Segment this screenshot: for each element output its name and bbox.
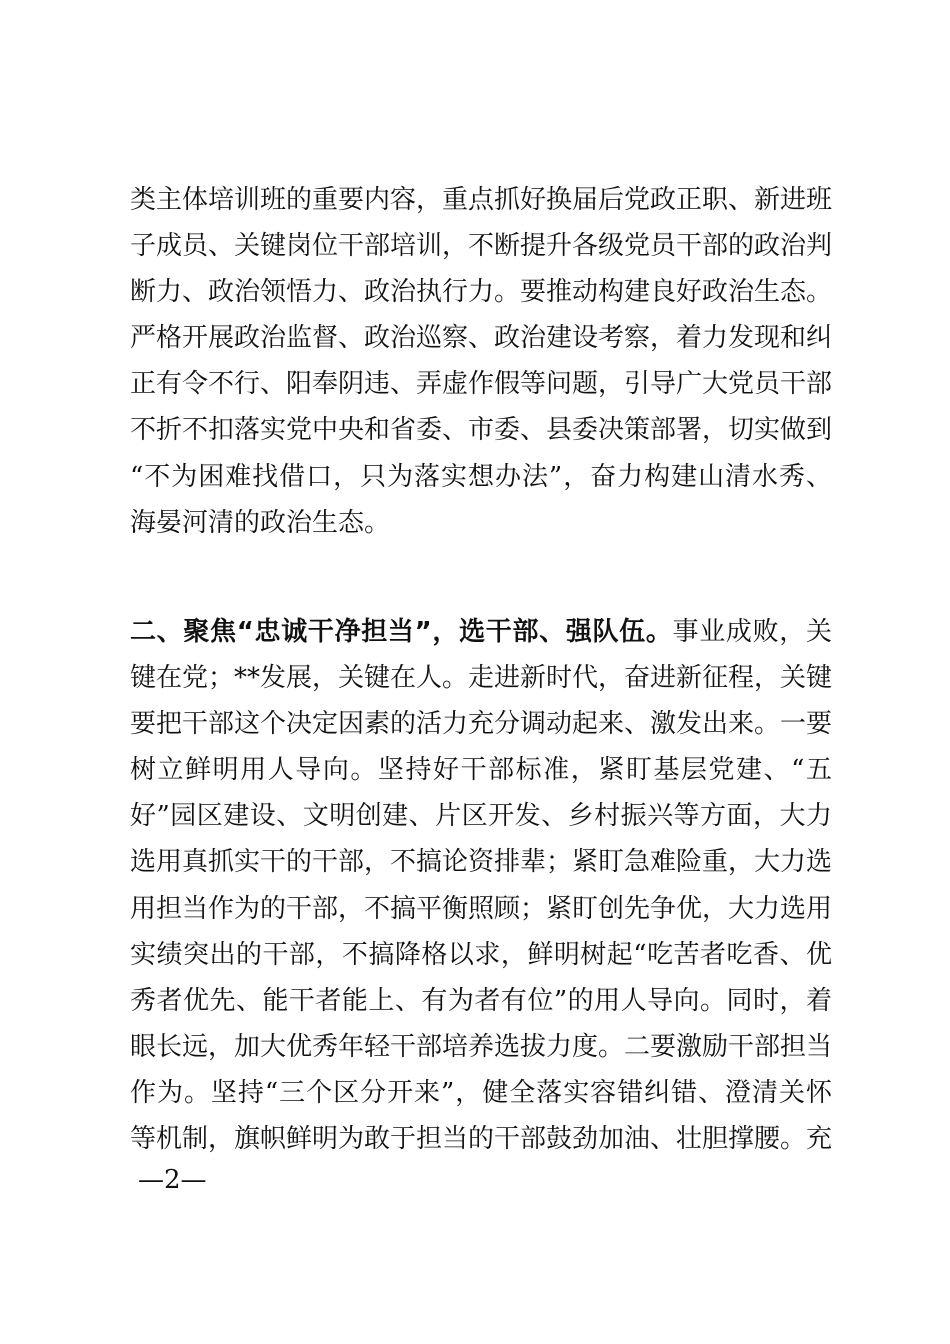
text-line: 类主体培训班的重要内容，重点抓好换届后党政正职、新进班 [130, 185, 833, 215]
text-line: 键在党；**发展，关键在人。走进新时代，奋进新征程，关键 [130, 663, 833, 694]
text-line: 海晏河清的政治生态。 [130, 507, 391, 538]
paragraph-political-ecology [130, 177, 832, 546]
text-line: 严格开展政治监督、政治巡察、政治建设考察，着力发现和纠 [130, 323, 833, 354]
heading-tail: 事业成败，关 [672, 617, 832, 647]
text-line: 子成员、关键岗位干部培训，不断提升各级党员干部的政治判 [130, 231, 833, 262]
text-line: 秀者优先、能干者能上、有为者有位”的用人导向。同时，着 [130, 985, 832, 1016]
page-number: —2— [138, 1165, 207, 1195]
text-line: 实绩突出的干部，不搞降格以求，鲜明树起“吃苦者吃香、优 [130, 939, 832, 970]
text-line: 作为。坚持“三个区分开来”，健全落实容错纠错、澄清关怀 [130, 1077, 832, 1108]
text-line: 好”园区建设、文明创建、片区开发、乡村振兴等方面，大力 [130, 801, 832, 832]
text-line: 用担当作为的干部，不搞平衡照顾；紧盯创先争优，大力选用 [130, 893, 833, 924]
text-line: “不为困难找借口，只为落实想办法”，奋力构建山清水秀、 [130, 461, 832, 492]
text-line: 选用真抓实干的干部，不搞论资排辈；紧盯急难险重，大力选 [130, 847, 833, 878]
text-line: 不折不扣落实党中央和省委、市委、县委决策部署，切实做到 [130, 415, 833, 446]
text-line: 正有令不行、阳奉阴违、弄虚作假等问题，引导广大党员干部 [130, 369, 833, 400]
text-line: 断力、政治领悟力、政治执行力。要推动构建良好政治生态。 [130, 277, 833, 308]
section-heading: 二、聚焦“忠诚干净担当”，选干部、强队伍。 [130, 617, 673, 647]
paragraph-section-two [130, 609, 832, 1162]
text-line: 等机制，旗帜鲜明为敢于担当的干部鼓劲加油、壮胆撑腰。充 [130, 1124, 833, 1155]
text-line: 树立鲜明用人导向。坚持好干部标准，紧盯基层党建、“五 [130, 755, 832, 786]
text-line: 要把干部这个决定因素的活力充分调动起来、激发出来。一要 [130, 709, 833, 740]
text-line: 眼长远，加大优秀年轻干部培养选拔力度。二要激励干部担当 [130, 1031, 833, 1062]
heading-line [130, 609, 832, 655]
